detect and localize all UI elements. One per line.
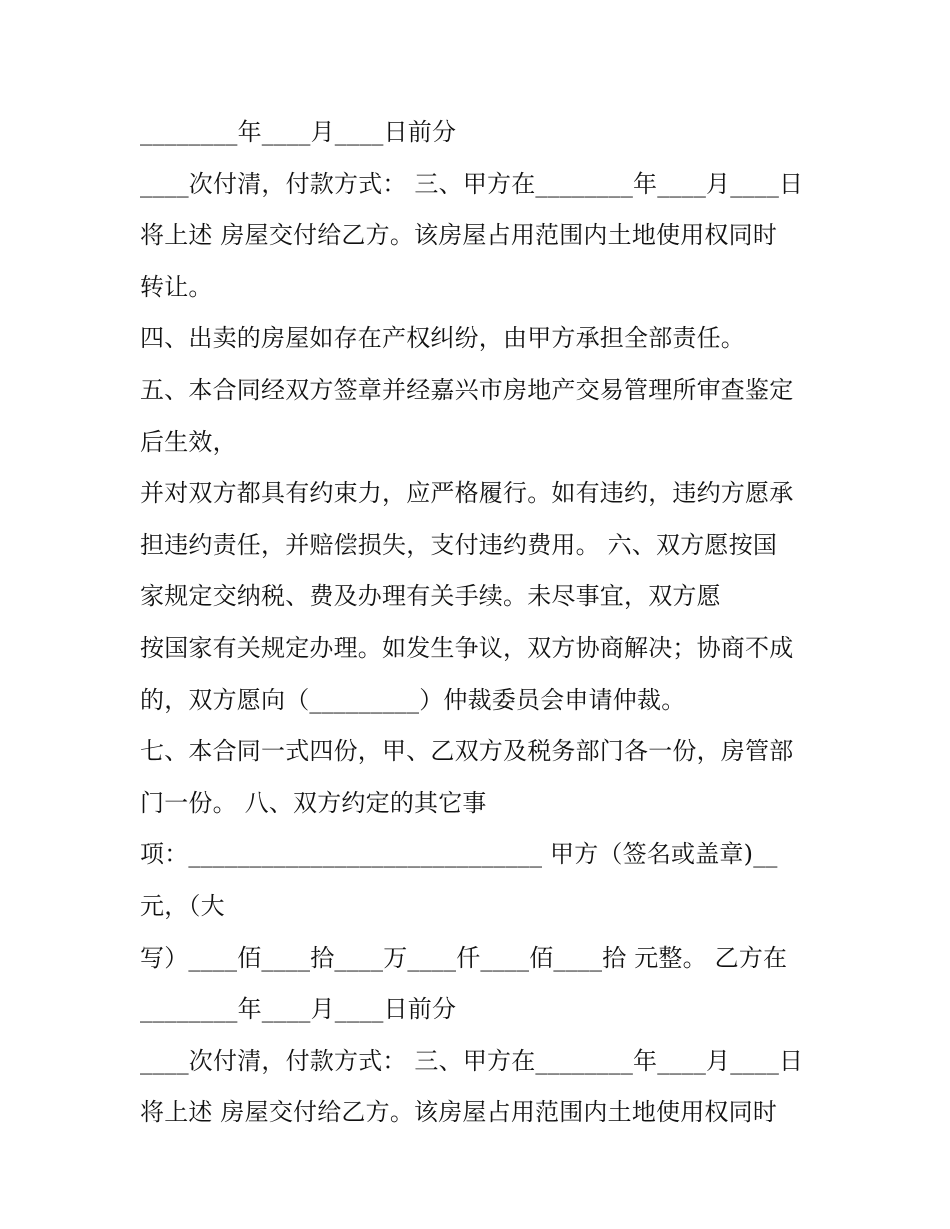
text-line: 七、本合同一式四份，甲、乙双方及税务部门各一份，房管部 bbox=[140, 737, 794, 766]
text-line: 门一份。 八、双方约定的其它事 bbox=[140, 788, 487, 817]
text-line: 元，（大 bbox=[140, 891, 225, 920]
contract-text-block bbox=[140, 107, 830, 1139]
text-line: 的，双方愿向（_________）仲裁委员会申请仲裁。 bbox=[140, 685, 686, 714]
text-line: ____次付清，付款方式： 三、甲方在________年____月____日 bbox=[140, 169, 804, 198]
text-line: 转让。 bbox=[140, 272, 213, 301]
text-line: 写）____佰____拾____万____仟____佰____拾 元整。 乙方在 bbox=[140, 943, 788, 972]
text-line: 家规定交纳税、费及办理有关手续。未尽事宜，双方愿 bbox=[140, 582, 721, 611]
text-line: 项：_____________________________ 甲方（签名或盖章)__ bbox=[140, 840, 778, 869]
text-line: ____次付清，付款方式： 三、甲方在________年____月____日 bbox=[140, 1046, 804, 1075]
text-line: 按国家有关规定办理。如发生争议，双方协商解决；协商不成 bbox=[140, 633, 794, 662]
text-line: 并对双方都具有约束力，应严格履行。如有违约，违约方愿承 bbox=[140, 479, 794, 508]
text-line: 五、本合同经双方签章并经嘉兴市房地产交易管理所审查鉴定 bbox=[140, 375, 794, 404]
text-line: ________年____月____日前分 bbox=[140, 118, 457, 146]
text-line: ________年____月____日前分 bbox=[140, 995, 457, 1024]
text-line: 担违约责任，并赔偿损失，支付违约费用。 六、双方愿按国 bbox=[140, 530, 778, 559]
text-line: 将上述 房屋交付给乙方。该房屋占用范围内土地使用权同时 bbox=[140, 1098, 778, 1127]
text-line: 四、出卖的房屋如存在产权纠纷，由甲方承担全部责任。 bbox=[140, 324, 745, 353]
text-line: 将上述 房屋交付给乙方。该房屋占用范围内土地使用权同时 bbox=[140, 221, 778, 250]
text-line: 后生效， bbox=[140, 427, 237, 456]
